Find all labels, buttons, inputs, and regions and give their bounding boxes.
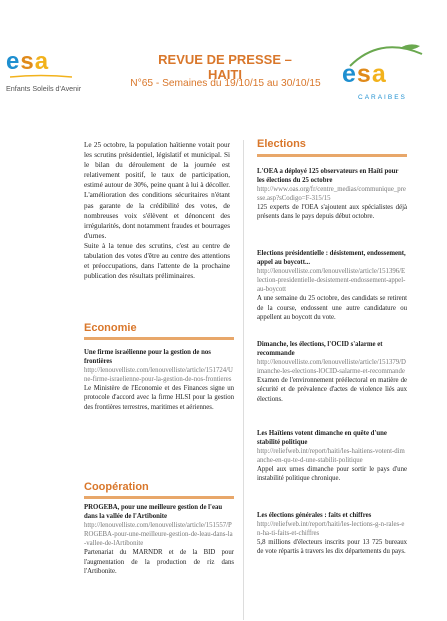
- intro-text: [84, 140, 230, 281]
- section-divider: [257, 154, 407, 157]
- article-link[interactable]: http://reliefweb.int/report/haiti/les-haitiens-votent-dimanche-en-qu-te-d-une-stabilit-politique: [257, 448, 405, 465]
- article-link[interactable]: http://lenouvelliste.com/lenouvelliste/article/151724/Une-firme-israelienne-pour-la-gestion-de-nos-frontieres: [84, 367, 233, 384]
- logo-swoosh-icon: [10, 74, 72, 80]
- article-elections-1: [257, 167, 407, 222]
- article-title: L'OEA a déployé 125 observateurs en Haïti pour les élections du 25 octobre: [257, 168, 399, 185]
- article-title: PROGEBA, pour une meilleure gestion de l'eau dans la vallée de l'Artibonite: [84, 504, 223, 521]
- article-summary: A une semaine du 25 octobre, des candidats se retirent de la course, endossent une autre candidature ou appellent au boycott du vote.: [257, 295, 407, 321]
- section-heading-elections: Elections: [257, 138, 306, 150]
- article-link[interactable]: http://lenouvelliste.com/lenouvelliste/article/151396/Election-presidentielle-desistement-endossement-appel-au-boycott: [257, 268, 406, 294]
- article-link[interactable]: http://www.oas.org/fr/centre_medias/communique_presse.asp?sCodigo=F-315/15: [257, 186, 406, 203]
- article-elections-5: [257, 511, 407, 556]
- article-title: Dimanche, les élections, l'OCID s'alarme et recommande: [257, 341, 383, 358]
- page-subtitle: N°65 - Semaines du 19/10/15 au 30/10/15: [130, 78, 321, 89]
- logo-tagline: Enfants Soleils d'Avenir: [6, 84, 82, 93]
- article-link[interactable]: http://lenouvelliste.com/lenouvelliste/article/151557/PROGEBA-pour-une-meilleure-gestion-de-leau-dans-la-vallee-de-lArtibonite: [84, 522, 233, 548]
- article-title: Une firme israélienne pour la gestion de nos frontières: [84, 349, 211, 366]
- column-divider: [243, 140, 244, 620]
- article-title: Les élections générales : faits et chiffres: [257, 512, 372, 519]
- page-title: REVUE DE PRESSE – HAITI: [158, 52, 292, 82]
- article-elections-3: [257, 340, 407, 404]
- esa-logo-letters-right: esa: [342, 60, 387, 88]
- article-economie-1: [84, 348, 234, 412]
- article-link[interactable]: http://reliefweb.int/report/haiti/les-lections-g-n-rales-en-ha-ti-faits-et-chiffres: [257, 521, 405, 538]
- article-summary: Appel aux urnes dimanche pour sortir le pays d'une instabilité politique chronique.: [257, 466, 407, 483]
- section-divider: [84, 337, 234, 340]
- section-heading-cooperation: Coopération: [84, 481, 149, 493]
- section-heading-economie: Economie: [84, 322, 137, 334]
- article-link[interactable]: http://lenouvelliste.com/lenouvelliste/article/151379/Dimanche-les-elections-lOCID-salarme-et-recommande: [257, 359, 406, 376]
- article-cooperation-1: [84, 503, 234, 576]
- article-summary: Partenariat du MARNDR et de la BID pour l'augmentation de la production de riz dans l'Artibonite.: [84, 549, 234, 575]
- intro-paragraph: Suite à la tenue des scrutins, c'est au centre de tabulation des votes d'être au centre des attentions et préoccupations, dans l'attente de la prochaine publication des résultats préliminaires.: [84, 241, 230, 281]
- section-divider: [84, 496, 234, 499]
- article-summary: 125 experts de l'OEA s'ajoutent aux spécialistes déjà présents dans le pays depuis début octobre.: [257, 204, 407, 221]
- esa-logo-letters: esa: [6, 48, 50, 75]
- article-summary: Le Ministère de l'Economie et des Finances signe un protocole d'accord avec la firme HLSI pour la gestion des frontières terrestres, maritimes et aériennes.: [84, 385, 234, 411]
- esa-logo-left: [6, 50, 82, 100]
- article-summary: 5,8 millions d'électeurs inscrits pour 13 725 bureaux de vote répartis à travers les dix départements du pays.: [257, 539, 407, 556]
- article-elections-2: [257, 249, 407, 322]
- article-title: Elections présidentielle : désistement, endossement, appel au boycott...: [257, 250, 406, 267]
- esa-caraibes-logo: [330, 40, 430, 110]
- intro-paragraph: Le 25 octobre, la population haïtienne votait pour les scrutins présidentiel, législatif et municipal. Si le bilan du déroulement de la journée est relativement positif, le taux de participation, estimé autour de 30%, peine quant à lui à décoller. L'amélioration des conditions sécuritaires n'étant pas garante de la crédibilité des votes, de nombreuses voix s'élèvent et dénoncent des irrégularités, dont notamment fraudes et bourrages d'urnes.: [84, 141, 230, 240]
- article-title: Les Haïtiens votent dimanche en quête d'une stabilité politique: [257, 430, 387, 447]
- article-summary: Examen de l'environnement préélectoral en matière de sécurité et de prévalence d'actes de violence liés aux élections.: [257, 377, 407, 403]
- article-elections-4: [257, 429, 407, 484]
- logo-caraibes-text: CARAIBES: [358, 94, 407, 101]
